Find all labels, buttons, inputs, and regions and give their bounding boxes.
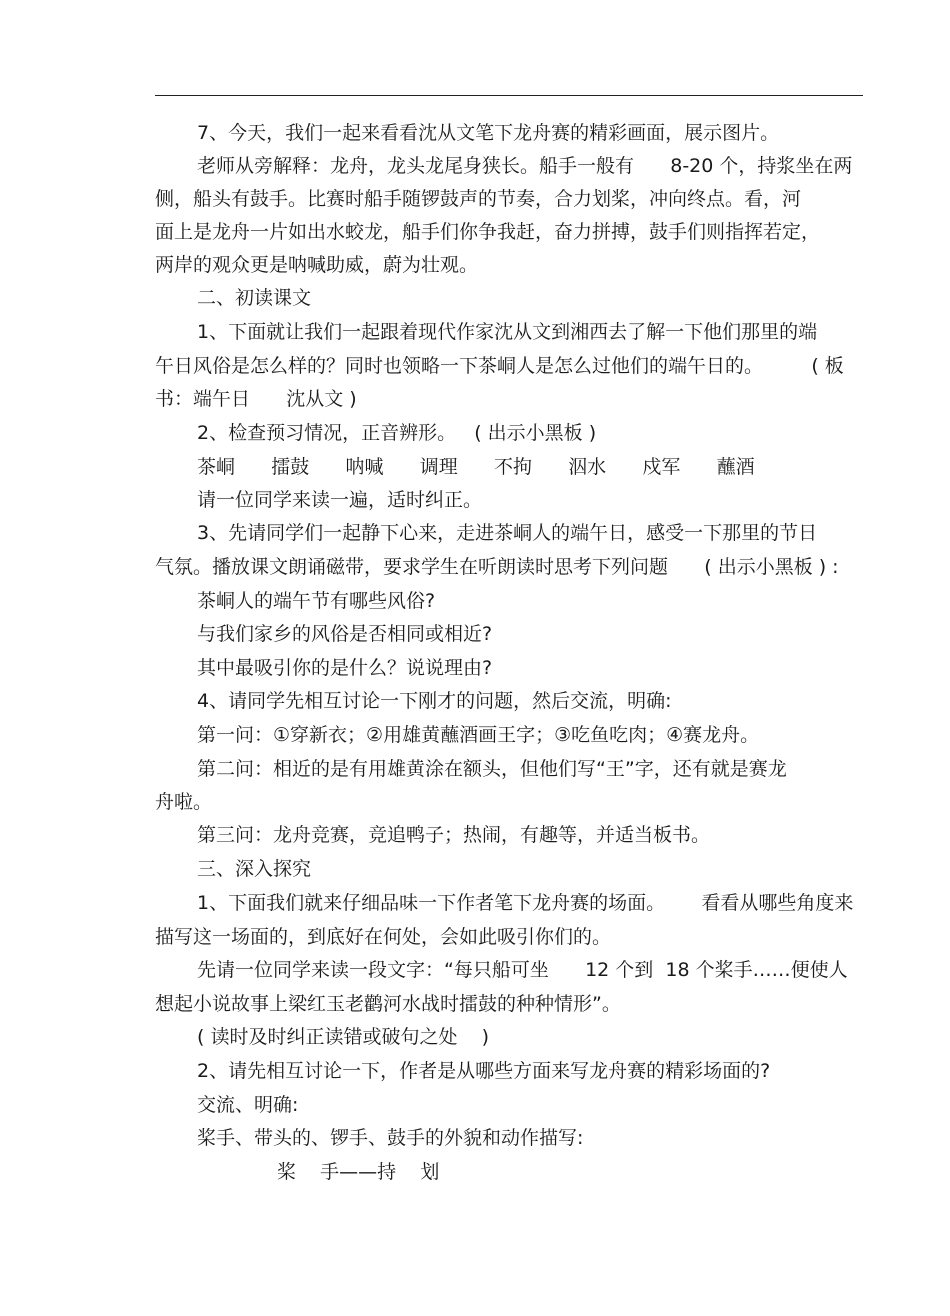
- paragraph-line: 1、下面就让我们一起跟着现代作家沈从文到湘西去了解一下他们那里的端: [197, 321, 818, 343]
- paragraph-line: 侧，船头有鼓手。比赛时船手随锣鼓声的节奏，合力划桨，冲向终点。看，河: [155, 188, 802, 210]
- question-line: 其中最吸引你的是什么？说说理由?: [197, 657, 493, 679]
- paragraph-line: 老师从旁解释：龙舟，龙头龙尾身狭长。船手一般有 8-20 个，持浆坐在两: [197, 155, 853, 177]
- section-heading: 二、初读课文: [197, 287, 312, 309]
- paragraph-line: 气氛。播放课文朗诵磁带，要求学生在听朗读时思考下列问题 ( 出示小黑板 ) :: [155, 556, 839, 578]
- paragraph-line: 7、今天，我们一起来看看沈从文笔下龙舟赛的精彩画面，展示图片。: [197, 122, 780, 144]
- answer-line: 第三问：龙舟竞赛，竞追鸭子；热闹，有趣等，并适当板书。: [197, 824, 711, 846]
- answer-line: 舟啦。: [155, 791, 213, 813]
- paragraph-line: 交流、明确:: [197, 1094, 299, 1116]
- paragraph-line: 午日风俗是怎么样的？同时也领略一下茶峒人是怎么过他们的端午日的。 ( 板: [155, 355, 844, 377]
- question-line: 与我们家乡的风俗是否相同或相近?: [197, 623, 493, 645]
- paragraph-line: ( 读时及时纠正读错或破句之处 ): [197, 1026, 490, 1048]
- paragraph-line: 想起小说故事上梁红玉老鹳河水战时擂鼓的种种情形”。: [155, 993, 621, 1015]
- paragraph-line: 桨手、带头的、锣手、鼓手的外貌和动作描写:: [197, 1127, 584, 1149]
- paragraph-line: 4、请同学先相互讨论一下刚才的问题，然后交流，明确:: [197, 690, 672, 712]
- vocab-list: 茶峒 擂鼓 呐喊 调理 不拘 泅水 戍军 蘸酒: [197, 456, 755, 478]
- answer-line: 第一问：①穿新衣；②用雄黄蘸酒画王字；③吃鱼吃肉；④赛龙舟。: [197, 724, 760, 746]
- paragraph-line: 2、检查预习情况，正音辨形。 ( 出示小黑板 ): [197, 422, 597, 444]
- paragraph-line: 两岸的观众更是呐喊助威，蔚为壮观。: [155, 254, 479, 276]
- answer-line: 第二问：相近的是有用雄黄涂在额头，但他们写“王”字，还有就是赛龙: [197, 758, 787, 780]
- paragraph-line: 请一位同学来读一遍，适时纠正。: [197, 489, 483, 511]
- paragraph-line: 面上是龙舟一片如出水蛟龙，船手们你争我赶，奋力拼搏，鼓手们则指挥若定，: [155, 221, 821, 243]
- question-line: 茶峒人的端午节有哪些风俗?: [197, 590, 436, 612]
- paragraph-line: 先请一位同学来读一段文字：“每只船可坐 12 个到 18 个桨手……便使人: [197, 959, 848, 981]
- paragraph-line: 描写这一场面的，到底好在何处，会如此吸引你们的。: [155, 926, 612, 948]
- paragraph-line: 2、请先相互讨论一下，作者是从哪些方面来写龙舟赛的精彩场面的?: [197, 1060, 771, 1082]
- paragraph-line: 1、下面我们就来仔细品味一下作者笔下龙舟赛的场面。 看看从哪些角度来: [197, 892, 854, 914]
- section-heading: 三、深入探究: [197, 858, 312, 880]
- paragraph-line: 书：端午日 沈从文 ): [155, 388, 357, 410]
- board-note-line: 桨 手——持 划: [277, 1161, 440, 1183]
- paragraph-line: 3、先请同学们一起静下心来，走进茶峒人的端午日，感受一下那里的节日: [197, 522, 818, 544]
